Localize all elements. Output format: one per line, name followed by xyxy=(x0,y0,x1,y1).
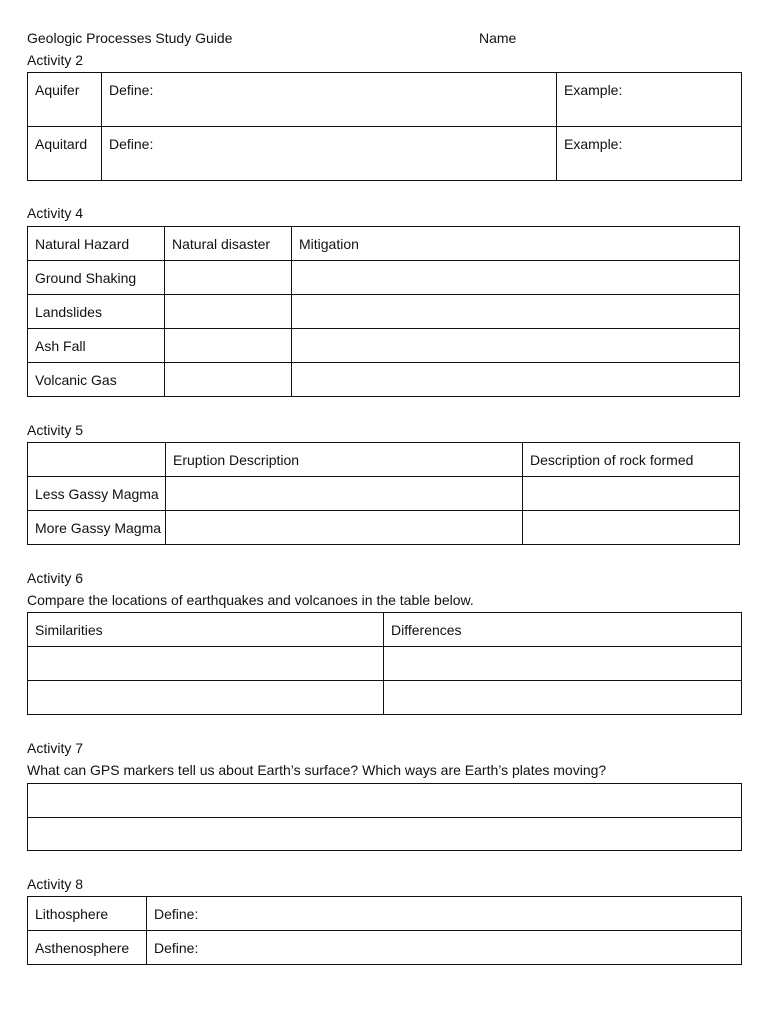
define-cell[interactable]: Define: xyxy=(102,73,557,127)
activity-5-table xyxy=(27,442,740,545)
activity-4-heading: Activity 4 xyxy=(27,205,84,221)
answer-cell[interactable] xyxy=(523,477,740,511)
activity-6-table xyxy=(27,612,742,715)
table-row xyxy=(28,784,742,818)
activity-8-table xyxy=(27,896,742,965)
table-row xyxy=(28,477,740,511)
answer-cell[interactable] xyxy=(28,784,742,818)
column-header: Differences xyxy=(384,613,742,647)
worksheet-title: Geologic Processes Study Guide xyxy=(27,30,233,46)
answer-cell[interactable] xyxy=(165,329,292,363)
table-header-row xyxy=(28,613,742,647)
hazard-cell: Landslides xyxy=(28,295,165,329)
term-cell: Aquitard xyxy=(28,127,102,181)
answer-cell[interactable] xyxy=(292,363,740,397)
activity-2-table xyxy=(27,72,742,181)
magma-type-cell: Less Gassy Magma xyxy=(28,477,166,511)
table-row xyxy=(28,73,742,127)
define-cell[interactable]: Define: xyxy=(147,931,742,965)
term-cell: Lithosphere xyxy=(28,897,147,931)
table-row xyxy=(28,897,742,931)
activity-4-table xyxy=(27,226,740,397)
define-cell[interactable]: Define: xyxy=(147,897,742,931)
column-header: Natural disaster xyxy=(165,227,292,261)
answer-cell[interactable] xyxy=(292,295,740,329)
table-row xyxy=(28,127,742,181)
hazard-cell: Ash Fall xyxy=(28,329,165,363)
answer-cell[interactable] xyxy=(523,511,740,545)
column-header: Description of rock formed xyxy=(523,443,740,477)
term-cell: Aquifer xyxy=(28,73,102,127)
answer-cell[interactable] xyxy=(28,647,384,681)
activity-7-prompt: What can GPS markers tell us about Earth’s surface? Which ways are Earth’s plates moving? xyxy=(27,762,607,778)
table-row xyxy=(28,329,740,363)
example-cell[interactable]: Example: xyxy=(557,73,742,127)
activity-6-prompt: Compare the locations of earthquakes and volcanoes in the table below. xyxy=(27,592,474,608)
answer-cell[interactable] xyxy=(384,681,742,715)
example-cell[interactable]: Example: xyxy=(557,127,742,181)
column-header xyxy=(28,443,166,477)
table-row xyxy=(28,261,740,295)
answer-cell[interactable] xyxy=(166,511,523,545)
activity-7-heading: Activity 7 xyxy=(27,740,84,756)
hazard-cell: Ground Shaking xyxy=(28,261,165,295)
answer-cell[interactable] xyxy=(384,647,742,681)
table-row xyxy=(28,647,742,681)
activity-8-heading: Activity 8 xyxy=(27,876,84,892)
define-cell[interactable]: Define: xyxy=(102,127,557,181)
table-header-row xyxy=(28,443,740,477)
column-header: Similarities xyxy=(28,613,384,647)
table-row xyxy=(28,511,740,545)
column-header: Mitigation xyxy=(292,227,740,261)
name-label: Name xyxy=(479,30,517,46)
table-row xyxy=(28,931,742,965)
magma-type-cell: More Gassy Magma xyxy=(28,511,166,545)
answer-cell[interactable] xyxy=(28,681,384,715)
activity-5-heading: Activity 5 xyxy=(27,422,84,438)
term-cell: Asthenosphere xyxy=(28,931,147,965)
hazard-cell: Volcanic Gas xyxy=(28,363,165,397)
answer-cell[interactable] xyxy=(28,818,742,851)
table-row xyxy=(28,818,742,851)
answer-cell[interactable] xyxy=(292,261,740,295)
column-header: Natural Hazard xyxy=(28,227,165,261)
table-row xyxy=(28,295,740,329)
activity-7-table xyxy=(27,783,742,851)
answer-cell[interactable] xyxy=(165,363,292,397)
column-header: Eruption Description xyxy=(166,443,523,477)
answer-cell[interactable] xyxy=(166,477,523,511)
answer-cell[interactable] xyxy=(165,261,292,295)
table-row xyxy=(28,681,742,715)
answer-cell[interactable] xyxy=(165,295,292,329)
table-header-row xyxy=(28,227,740,261)
table-row xyxy=(28,363,740,397)
activity-2-heading: Activity 2 xyxy=(27,52,84,68)
activity-6-heading: Activity 6 xyxy=(27,570,84,586)
answer-cell[interactable] xyxy=(292,329,740,363)
